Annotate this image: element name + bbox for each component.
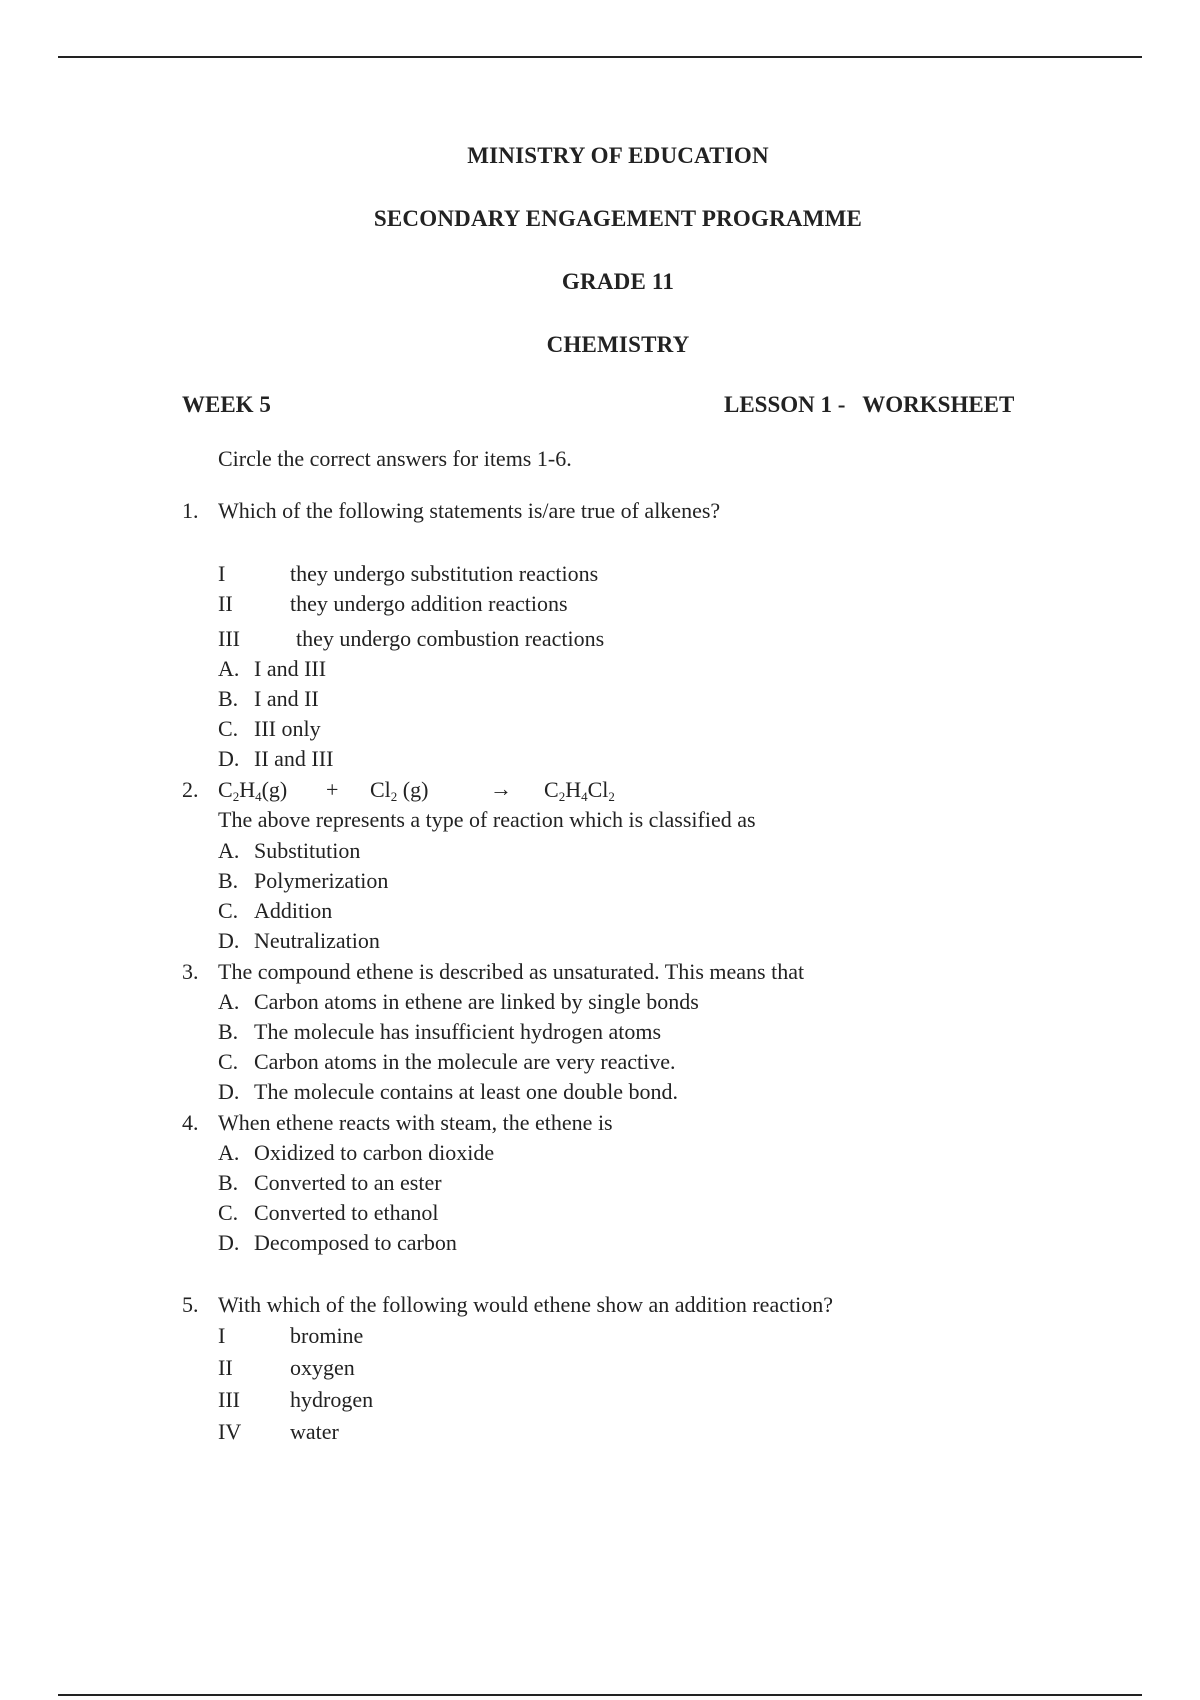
question-text: When ethene reacts with steam, the ethene is xyxy=(218,1110,613,1135)
week-label: WEEK 5 xyxy=(182,392,271,417)
statement-text: they undergo addition reactions xyxy=(290,591,568,616)
option-letter: D. xyxy=(218,1079,240,1104)
option-letter: A. xyxy=(218,989,240,1014)
reactant-ethene: $C_2H_4(g)$ xyxy=(218,777,288,804)
option-text: Oxidized to carbon dioxide xyxy=(254,1140,495,1165)
option-text: Substitution xyxy=(254,838,361,863)
statement-roman: III xyxy=(218,626,240,651)
option-letter: C. xyxy=(218,1200,239,1225)
question-number: 3. xyxy=(182,959,199,984)
question-number: 2. xyxy=(182,777,199,802)
option-text: Converted to an ester xyxy=(254,1170,442,1195)
option-text: II and III xyxy=(254,746,334,771)
statement-roman: IV xyxy=(218,1419,242,1444)
option-letter: C. xyxy=(218,716,239,741)
option-letter: D. xyxy=(218,928,240,953)
question-text: With which of the following would ethene show an addition reaction? xyxy=(218,1292,833,1317)
statement-roman: II xyxy=(218,591,233,616)
option-letter: A. xyxy=(218,838,240,863)
grade-heading: GRADE 11 xyxy=(561,269,675,294)
option-text: I and III xyxy=(254,656,327,681)
statement-roman: I xyxy=(218,561,226,586)
lesson-label: LESSON 1 - WORKSHEET xyxy=(724,392,1015,417)
bottom-rule xyxy=(58,1694,1142,1696)
option-text: III only xyxy=(254,716,321,741)
statement-roman: I xyxy=(218,1323,226,1348)
option-text: Decomposed to carbon xyxy=(254,1230,457,1255)
option-letter: D. xyxy=(218,746,240,771)
option-text: The molecule contains at least one double bond. xyxy=(254,1079,678,1104)
option-letter: D. xyxy=(218,1230,240,1255)
option-letter: C. xyxy=(218,1049,239,1074)
option-letter: B. xyxy=(218,868,239,893)
option-letter: C. xyxy=(218,898,239,923)
question-text: The compound ethene is described as unsaturated. This means that xyxy=(218,959,805,984)
statement-text: water xyxy=(290,1419,339,1444)
option-letter: B. xyxy=(218,1019,239,1044)
statement-text: they undergo combustion reactions xyxy=(296,626,605,651)
reaction-arrow: → xyxy=(490,776,512,801)
option-letter: A. xyxy=(218,656,240,681)
option-text: Polymerization xyxy=(254,868,389,893)
top-rule xyxy=(58,56,1142,58)
question-number: 1. xyxy=(182,498,199,523)
question-number: 4. xyxy=(182,1110,199,1135)
option-text: Converted to ethanol xyxy=(254,1200,439,1225)
plus-sign: + xyxy=(326,777,339,802)
option-text: Neutralization xyxy=(254,928,380,953)
option-text: Addition xyxy=(254,898,333,923)
instruction-text: Circle the correct answers for items 1-6. xyxy=(218,446,572,471)
statement-roman: II xyxy=(218,1355,233,1380)
option-letter: A. xyxy=(218,1140,240,1165)
subject-heading: CHEMISTRY xyxy=(546,332,690,357)
statement-text: hydrogen xyxy=(290,1387,374,1412)
option-text: Carbon atoms in the molecule are very reactive. xyxy=(254,1049,676,1074)
question-text: The above represents a type of reaction which is classified as xyxy=(218,807,756,832)
statement-text: bromine xyxy=(290,1323,364,1348)
option-letter: B. xyxy=(218,1170,239,1195)
statement-text: oxygen xyxy=(290,1355,355,1380)
question-text: Which of the following statements is/are true of alkenes? xyxy=(218,498,721,523)
reactant-chlorine: $Cl_2$ (g) xyxy=(370,777,429,804)
statement-text: they undergo substitution reactions xyxy=(290,561,599,586)
question-number: 5. xyxy=(182,1292,199,1317)
option-text: I and II xyxy=(254,686,319,711)
option-letter: B. xyxy=(218,686,239,711)
option-text: The molecule has insufficient hydrogen atoms xyxy=(254,1019,662,1044)
product-dichloroethane: $C_2H_4Cl_2$ xyxy=(544,777,615,804)
statement-roman: III xyxy=(218,1387,240,1412)
option-text: Carbon atoms in ethene are linked by single bonds xyxy=(254,989,699,1014)
programme-heading: SECONDARY ENGAGEMENT PROGRAMME xyxy=(373,206,863,231)
ministry-heading: MINISTRY OF EDUCATION xyxy=(467,143,769,168)
